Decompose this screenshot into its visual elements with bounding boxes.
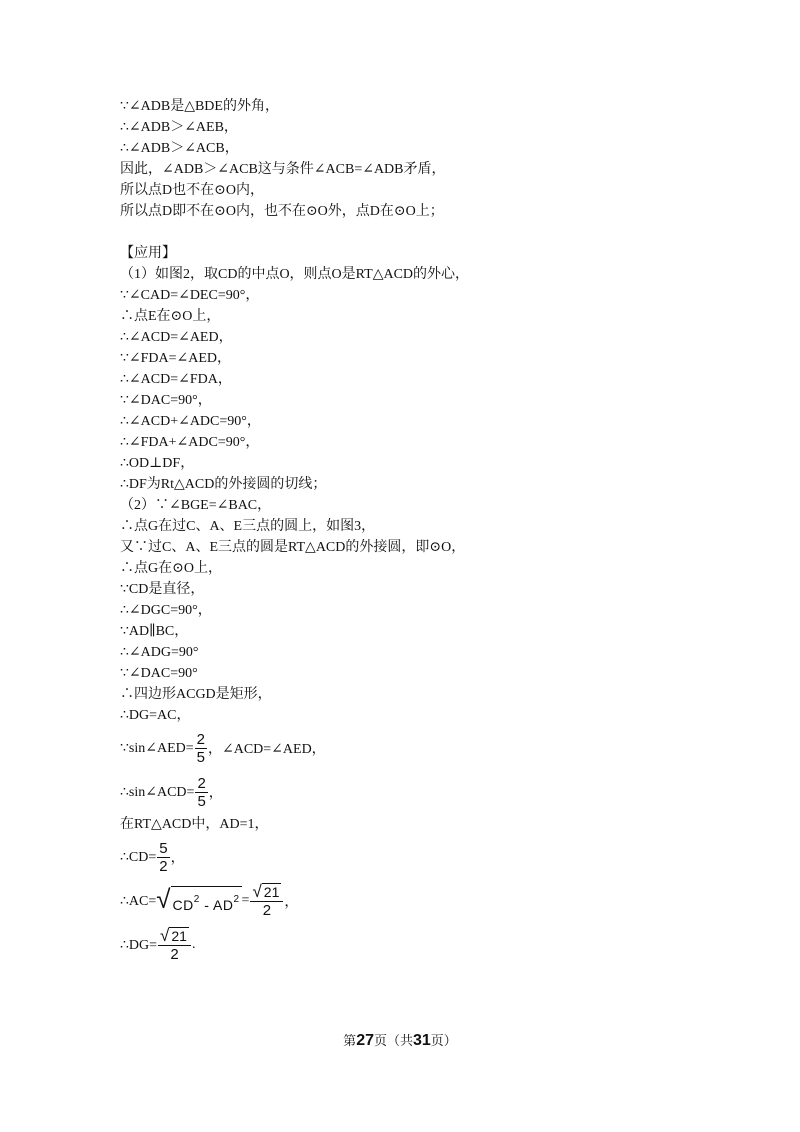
text-line: ∴DF为Rt△ACD的外接圆的切线；: [120, 477, 327, 492]
text-line: ∴∠FDA+∠ADC=90°，: [120, 435, 260, 450]
solution-text: [120, 96, 720, 967]
denominator: 2: [170, 946, 179, 963]
text-line: ∴∠ADG=90°: [120, 645, 199, 660]
radicand: 21: [263, 884, 280, 900]
radical-sign-icon: √: [156, 884, 171, 914]
formula-suffix: .: [191, 937, 196, 952]
numerator: 2: [196, 730, 205, 748]
radicand: 21: [171, 928, 187, 944]
fraction: [158, 927, 191, 963]
square-root: [160, 927, 189, 944]
text-line: ∴∠ACD=∠FDA，: [120, 372, 232, 387]
numerator: [158, 927, 191, 945]
radical-sign-icon: √: [160, 926, 170, 945]
text-line: ∴DG=AC，: [120, 708, 191, 723]
equals-sign: =: [241, 893, 250, 908]
text-line: ∴∠ADB＞∠AEB，: [120, 120, 238, 135]
page-footer: [0, 1030, 800, 1050]
square-root: [252, 883, 281, 900]
text-line: ∵∠ADB是△BDE的外角，: [120, 99, 279, 114]
text-line: ∵∠CAD=∠DEC=90°，: [120, 288, 260, 303]
square-root: [156, 886, 241, 916]
text-line: ∴∠DGC=90°，: [120, 603, 212, 618]
text-line: 又∵过C、A、E三点的圆是RT△ACD的外接圆，即⊙O，: [120, 540, 466, 555]
page-number: 27: [356, 1032, 374, 1049]
text-line: 在RT△ACD中，AD=1，: [120, 817, 269, 832]
exponent: 2: [233, 894, 240, 905]
numerator: 2: [197, 774, 206, 792]
text-line: ∴∠ACD+∠ADC=90°，: [120, 414, 261, 429]
formula-prefix: ∴DG=: [120, 937, 158, 953]
total-pages: 31: [413, 1032, 431, 1049]
text-line: ∵∠FDA=∠AED，: [120, 351, 232, 366]
text-line: ∵∠DAC=90°: [120, 666, 198, 681]
formula-suffix: ，: [208, 786, 223, 801]
text-line: ∴四边形ACGD是矩形，: [120, 687, 272, 702]
formula-prefix: ∴sin∠ACD=: [120, 784, 195, 800]
formula-prefix: ∴AC=: [120, 893, 157, 909]
text-line: （2）∵∠BGE=∠BAC，: [120, 498, 272, 513]
numerator: [250, 883, 283, 901]
text-line: ∴∠ADB＞∠ACB，: [120, 141, 239, 156]
formula-suffix: ，∠ACD=∠AED，: [208, 742, 326, 757]
formula-suffix: ，: [170, 851, 185, 866]
cd-line: [120, 835, 720, 879]
text-line: ∴点E在⊙O上，: [120, 309, 221, 324]
text-line: 所以点D即不在⊙O内，也不在⊙O外，点D在⊙O上；: [120, 204, 444, 219]
footer-text: 第: [343, 1033, 357, 1048]
ac-line: [120, 879, 720, 923]
sin-acd-line: [120, 770, 720, 814]
denominator: 2: [159, 857, 168, 875]
blank-line: [120, 222, 720, 243]
text-line: 所以点D也不在⊙O内，: [120, 183, 264, 198]
formula-prefix: ∵sin∠AED=: [120, 740, 194, 756]
radical-sign-icon: √: [252, 882, 262, 901]
text-line: ∵CD是直径，: [120, 582, 205, 597]
text-line: （1）如图2，取CD的中点O，则点O是RT△ACD的外心，: [120, 267, 470, 282]
formula-suffix: ，: [284, 895, 299, 910]
text-line: ∴OD⊥DF，: [120, 456, 195, 471]
radicand-term: AD: [213, 897, 234, 913]
fraction: [195, 775, 207, 810]
fraction: [195, 731, 207, 766]
text-line: ∴∠ACD=∠AED，: [120, 330, 233, 345]
section-heading: 【应用】: [120, 246, 176, 261]
fraction: [157, 840, 169, 875]
footer-text: 页）: [430, 1033, 457, 1048]
denominator: 2: [262, 902, 272, 919]
text-line: ∵∠DAC=90°，: [120, 393, 212, 408]
minus-sign: -: [199, 897, 214, 913]
fraction: [250, 883, 283, 919]
formula-prefix: ∴CD=: [120, 849, 157, 865]
radicand: [171, 886, 242, 916]
sin-aed-line: [120, 726, 720, 770]
text-line: ∴点G在⊙O上，: [120, 561, 222, 576]
denominator: 5: [197, 792, 206, 810]
numerator: 5: [159, 839, 168, 857]
denominator: 5: [196, 748, 205, 766]
dg-line: [120, 923, 720, 967]
text-line: ∵AD∥BC，: [120, 624, 189, 639]
footer-text: 页（共: [373, 1033, 413, 1048]
text-line: 因此，∠ADB＞∠ACB这与条件∠ACB=∠ADB矛盾，: [120, 162, 446, 177]
text-line: ∴点G在过C、A、E三点的圆上，如图3，: [120, 519, 376, 534]
radicand-term: CD: [172, 897, 194, 913]
exponent: 2: [193, 894, 200, 905]
